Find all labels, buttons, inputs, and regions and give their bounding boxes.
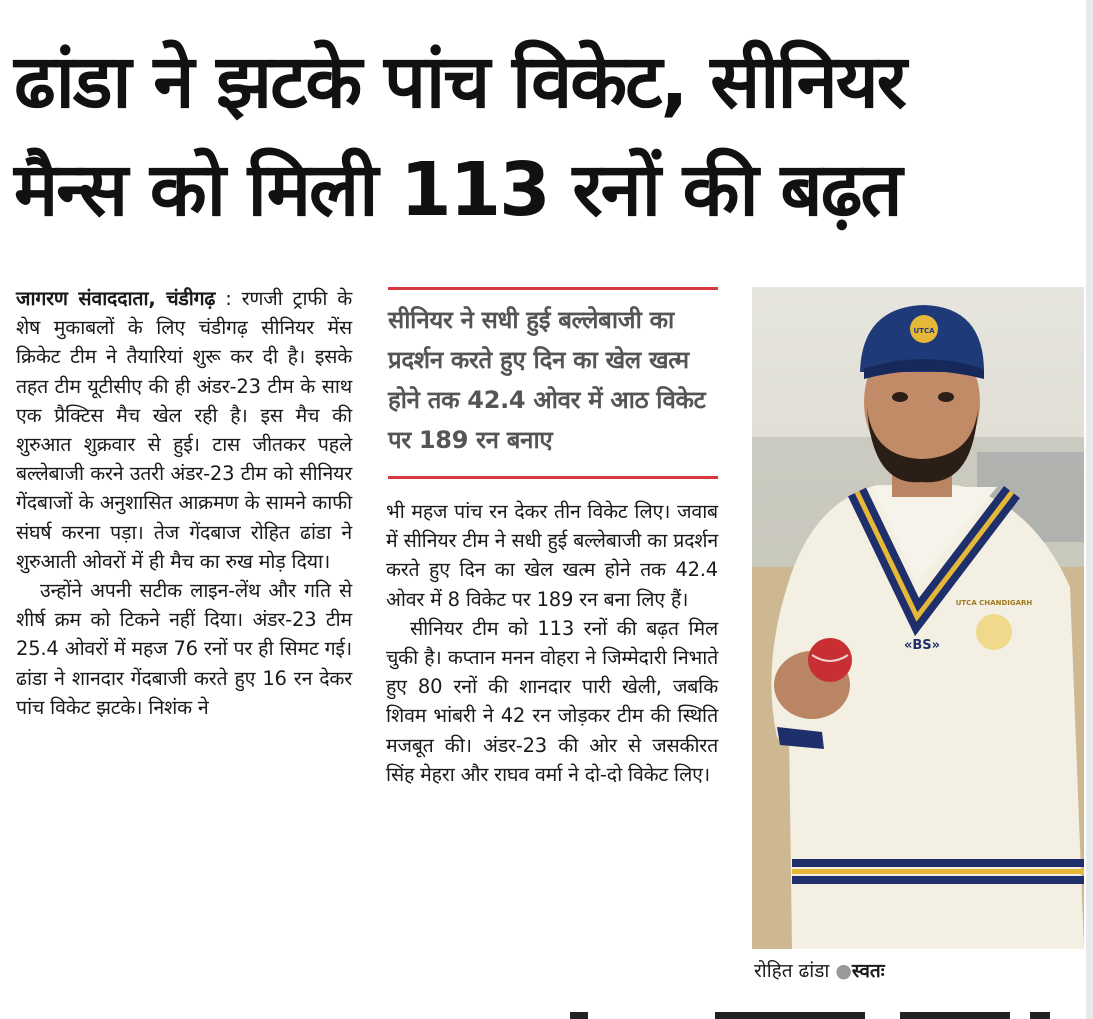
- paragraph-3: भी महज पांच रन देकर तीन विकेट लिए। जवाब में सीनियर टीम ने सधी हुई बल्लेबाजी का प्रदर्शन करते हुए दिन का खेल खत्म होने तक 42.4 ओवर में 8 विकेट पर 189 रन बना लिए हैं।: [386, 500, 718, 611]
- caption-dot: ●: [835, 960, 852, 982]
- pull-quote-top-rule: [388, 287, 718, 290]
- byline: जागरण संवाददाता, चंडीगढ़: [16, 287, 216, 310]
- paragraph-2: उन्होंने अपनी सटीक लाइन-लेंथ और गति से शीर्ष क्रम को टिकने नहीं दिया। अंडर-23 टीम 25.4 ओवरों में महज 76 रनों पर ही सिमट गई। ढांडा ने शानदार गेंदबाजी करते हुए 16 रन देकर पांच विकेट झटके। निशंक ने: [16, 579, 352, 719]
- article-column-2: [386, 497, 718, 789]
- waist-stripe-gold: [792, 869, 1084, 874]
- jersey-brand-text: «BS»: [903, 638, 941, 653]
- next-headline-fragment: [540, 1012, 1060, 1019]
- right-eye: [938, 392, 954, 402]
- page-edge: [1086, 0, 1093, 1019]
- headline-line-2: मैन्स को मिली 113 रनों की बढ़त: [14, 147, 901, 233]
- headline-line-1: ढांडा ने झटके पांच विकेट, सीनियर: [14, 39, 905, 125]
- waist-stripe-1: [792, 859, 1084, 867]
- jersey-logo-icon: [976, 614, 1012, 650]
- pull-quote-bottom-rule: [388, 476, 718, 479]
- waist-stripe-2: [792, 876, 1084, 884]
- paragraph-4: सीनियर टीम को 113 रनों की बढ़त मिल चुकी है। कप्तान मनन वोहरा ने जिम्मेदारी निभाते हुए 80 रनों की शानदार पारी खेली, जबकि शिवम भांबरी ने 42 रन जोड़कर टीम की स्थिति मजबूत की। अंडर-23 की ओर से जसकीरत सिंह मेहरा और राघव वर्मा ने दो-दो विकेट लिए।: [386, 616, 718, 786]
- left-eye: [892, 392, 908, 402]
- caption-name: रोहित ढांडा: [754, 960, 830, 982]
- caption-credit: स्वतः: [851, 960, 885, 982]
- article-column-1: [16, 284, 352, 722]
- photo-caption: [754, 957, 885, 983]
- headline: [14, 28, 1074, 244]
- paragraph-1: रणजी ट्राफी के शेष मुकाबलों के लिए चंडीगढ़ सीनियर मेंस क्रिकेट टीम ने तैयारियां शुरू कर दी है। इसके तहत टीम यूटीसीए की ही अंडर-23 टीम के साथ एक प्रैक्टिस मैच खेल रही है। इस मैच की शुरुआत शुक्रवार से हुई। टास जीतकर पहले बल्लेबाजी करने उतरी अंडर-23 टीम को सीनियर गेंदबाजों के अनुशासित आक्रमण के सामने काफी संघर्ष करना पड़ा। तेज गेंदबाज रोहित ढांडा ने शुरुआती ओवरों में ही मैच का रुख मोड़ दिया।: [16, 287, 352, 573]
- byline-separator: :: [215, 287, 242, 310]
- cap-logo-text: UTCA: [913, 327, 935, 335]
- player-photo: [752, 287, 1084, 949]
- player-illustration: [752, 287, 1084, 949]
- pull-quote: सीनियर ने सधी हुई बल्लेबाजी का प्रदर्शन करते हुए दिन का खेल खत्म होने तक 42.4 ओवर में आठ विकेट पर 189 रन बनाए: [388, 306, 706, 454]
- jersey-logo-text: UTCA CHANDIGARH: [955, 599, 1033, 607]
